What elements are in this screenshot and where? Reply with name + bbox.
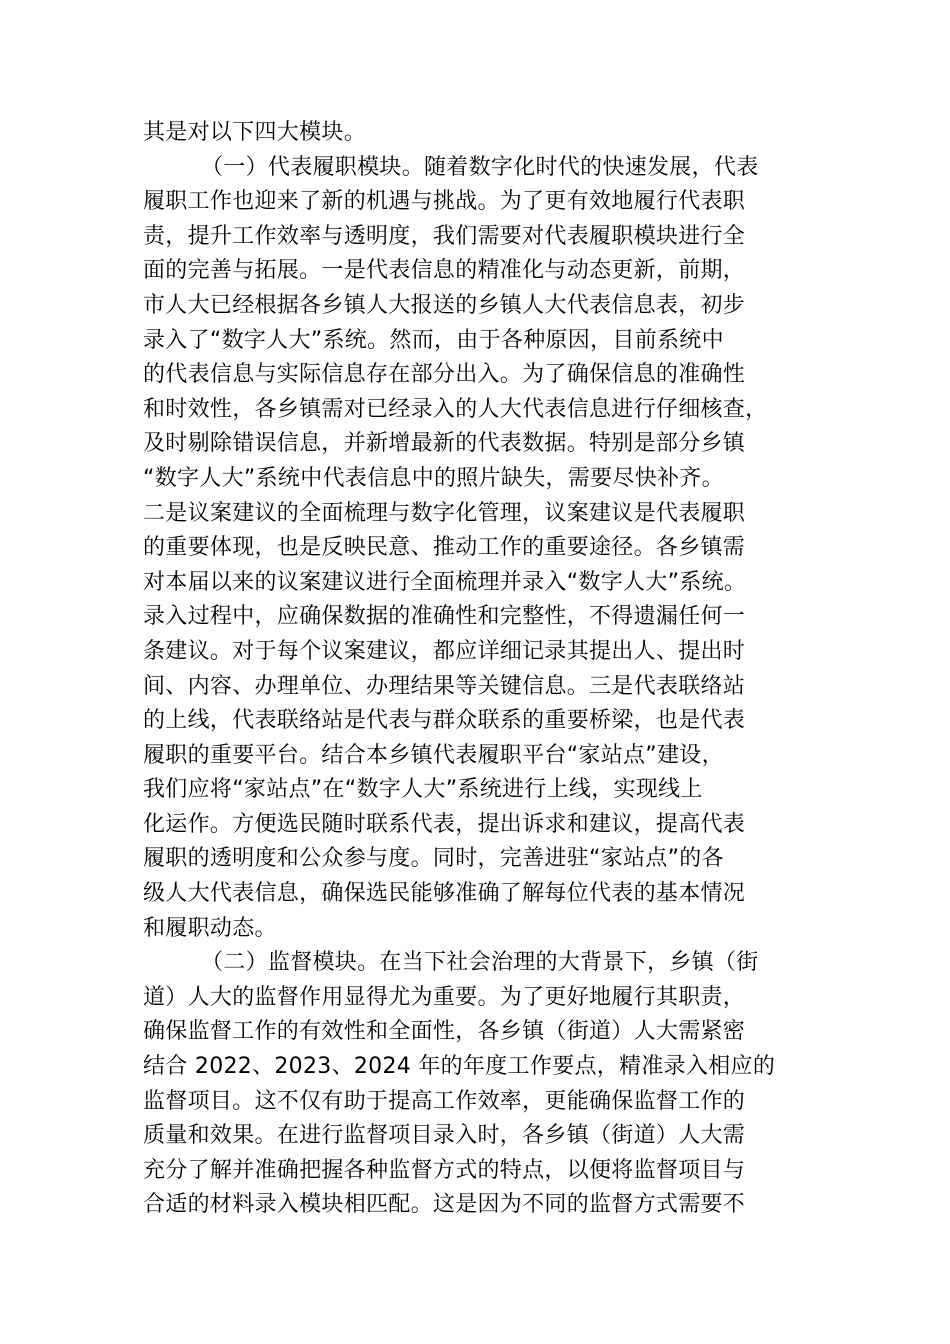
text-line: 录入了“数字人大”系统。然而，由于各种原因，目前系统中 bbox=[143, 327, 724, 353]
text-line: 履职工作也迎来了新的机遇与挑战。为了更有效地履行代表职 bbox=[143, 189, 746, 215]
text-line: 结合 2022、2023、2024 年的年度工作要点，精准录入相应的 bbox=[143, 1054, 776, 1080]
text-line: “数字人大”系统中代表信息中的照片缺失，需要尽快补齐。 bbox=[143, 465, 724, 491]
text-line: 的重要体现，也是反映民意、推动工作的重要途径。各乡镇需 bbox=[143, 535, 746, 561]
text-line: 录入过程中，应确保数据的准确性和完整性，不得遗漏任何一 bbox=[143, 604, 746, 630]
text-line: 及时剔除错误信息，并新增最新的代表数据。特别是部分乡镇 bbox=[143, 431, 746, 457]
text-line: 监督项目。这不仅有助于提高工作效率，更能确保监督工作的 bbox=[143, 1088, 746, 1114]
text-line: 充分了解并准确把握各种监督方式的特点，以便将监督项目与 bbox=[143, 1157, 746, 1183]
text-line: 市人大已经根据各乡镇人大报送的乡镇人大代表信息表，初步 bbox=[143, 292, 746, 318]
text-line: 化运作。方便选民随时联系代表，提出诉求和建议，提高代表 bbox=[143, 811, 746, 837]
text-line: 的上线，代表联络站是代表与群众联系的重要桥梁，也是代表 bbox=[143, 708, 746, 734]
text-line: （一）代表履职模块。随着数字化时代的快速发展，代表 bbox=[201, 154, 759, 180]
text-line: （二）监督模块。在当下社会治理的大背景下，乡镇（街 bbox=[201, 950, 759, 976]
text-line: 其是对以下四大模块。 bbox=[143, 120, 367, 145]
text-line: 和时效性，各乡镇需对已经录入的人大代表信息进行仔细核查， bbox=[143, 396, 768, 422]
text-line: 道）人大的监督作用显得尤为重要。为了更好地履行其职责， bbox=[143, 984, 746, 1010]
text-line: 履职的重要平台。结合本乡镇代表履职平台“家站点”建设， bbox=[143, 742, 724, 768]
text-line: 我们应将“家站点”在“数字人大”系统进行上线，实现线上 bbox=[143, 777, 703, 803]
document-body bbox=[143, 116, 808, 1223]
text-line: 质量和效果。在进行监督项目录入时，各乡镇（街道）人大需 bbox=[143, 1123, 746, 1149]
text-line: 和履职动态。 bbox=[143, 915, 277, 941]
text-line: 履职的透明度和公众参与度。同时，完善进驻“家站点”的各 bbox=[143, 846, 724, 872]
text-line: 的代表信息与实际信息存在部分出入。为了确保信息的准确性 bbox=[143, 362, 746, 388]
text-line: 级人大代表信息，确保选民能够准确了解每位代表的基本情况 bbox=[143, 881, 746, 907]
text-line: 责，提升工作效率与透明度，我们需要对代表履职模块进行全 bbox=[143, 223, 746, 249]
text-line: 面的完善与拓展。一是代表信息的精准化与动态更新，前期， bbox=[143, 258, 746, 284]
text-line: 间、内容、办理单位、办理结果等关键信息。三是代表联络站 bbox=[143, 673, 746, 699]
text-line: 确保监督工作的有效性和全面性，各乡镇（街道）人大需紧密 bbox=[143, 1019, 746, 1045]
text-line: 合适的材料录入模块相匹配。这是因为不同的监督方式需要不 bbox=[143, 1192, 746, 1218]
text-line: 对本届以来的议案建议进行全面梳理并录入“数字人大”系统。 bbox=[143, 569, 747, 595]
text-line: 条建议。对于每个议案建议，都应详细记录其提出人、提出时 bbox=[143, 638, 746, 664]
text-line: 二是议案建议的全面梳理与数字化管理，议案建议是代表履职 bbox=[143, 500, 746, 526]
